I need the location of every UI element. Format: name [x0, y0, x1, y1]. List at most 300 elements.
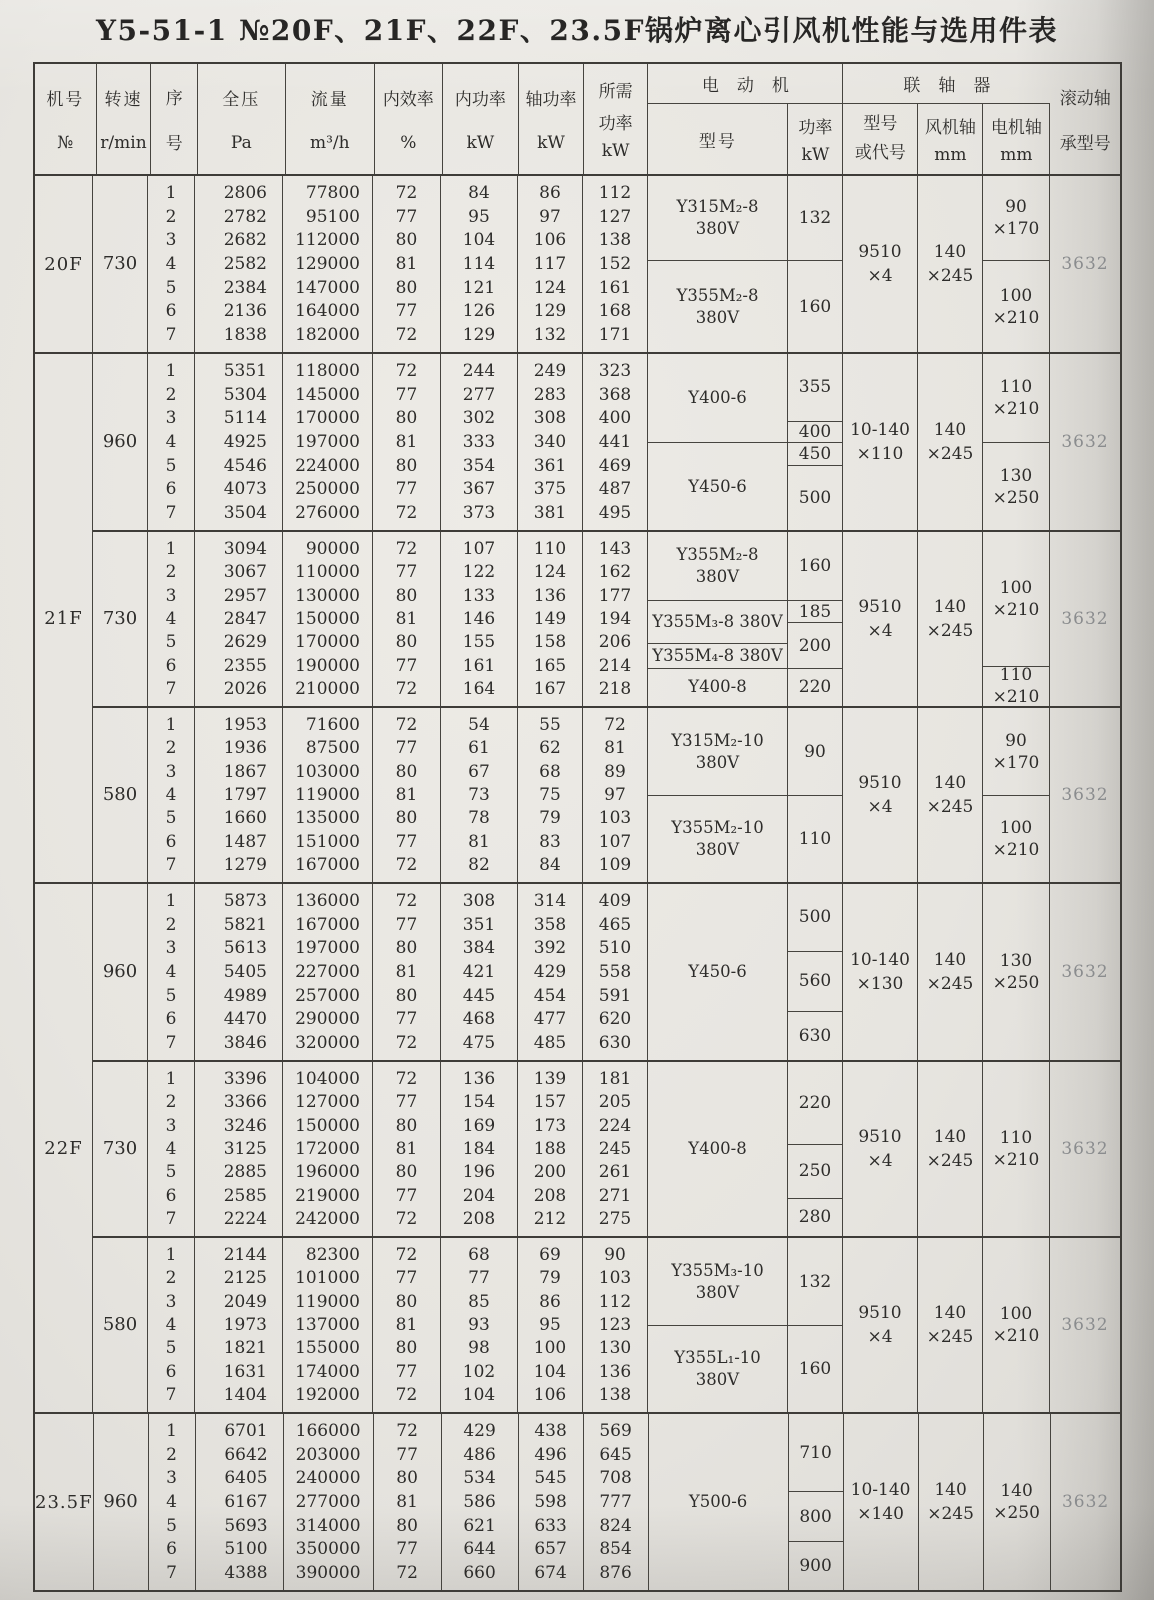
coupling-code-cell — [843, 1238, 918, 1412]
value: 136000 — [295, 890, 360, 911]
header-coupling-group: 联轴器 — [903, 76, 1009, 96]
value: ×210 — [992, 1150, 1040, 1170]
value: 194 — [598, 608, 632, 629]
value: ×210 — [992, 599, 1040, 620]
value: Y400-8 — [688, 677, 747, 697]
value: ×245 — [926, 1327, 974, 1347]
value: 3366 — [223, 1092, 267, 1113]
header-unit: № — [57, 132, 74, 153]
shaft-power-column — [519, 1414, 584, 1590]
value: 79 — [539, 1268, 561, 1289]
value: Y355M₃-10 — [671, 1260, 764, 1280]
value: 140 — [933, 242, 967, 262]
value: 77 — [395, 1009, 418, 1030]
header-speed — [97, 64, 152, 174]
value: 80 — [395, 1338, 418, 1359]
value: 97 — [604, 784, 626, 805]
value: Y355M₂-10 — [671, 818, 764, 837]
value: 3 — [166, 1468, 177, 1489]
internal-power-column — [441, 884, 518, 1060]
value: 381 — [533, 503, 567, 524]
value: 7 — [166, 1563, 177, 1584]
value: 127 — [598, 206, 632, 227]
performance-block — [93, 706, 1120, 882]
value: 129 — [462, 325, 496, 346]
header-label: 序 — [165, 89, 183, 109]
value: 3125 — [223, 1138, 267, 1159]
value: 77 — [395, 384, 418, 405]
value: 2125 — [223, 1268, 267, 1289]
sub-cell — [788, 600, 842, 623]
value: 441 — [598, 432, 632, 452]
seq-column — [148, 884, 195, 1060]
sub-cell — [788, 421, 842, 442]
sub-cell — [788, 795, 842, 882]
value: 136 — [462, 1068, 496, 1089]
sub-cell — [648, 1238, 787, 1325]
value: 112 — [598, 182, 632, 203]
value: ×4 — [867, 797, 893, 817]
bearing-cell — [1051, 1414, 1121, 1590]
value: 333 — [462, 432, 496, 452]
bearing-cell — [1050, 884, 1120, 1060]
value: 138 — [598, 230, 632, 251]
value: 5 — [165, 1338, 177, 1359]
value: 6405 — [224, 1468, 268, 1489]
value: 854 — [599, 1539, 632, 1560]
header-bearing — [1050, 64, 1120, 174]
value: 245 — [598, 1138, 632, 1159]
value: 240000 — [295, 1468, 361, 1489]
header-label: 号 — [165, 134, 183, 154]
header-label: 功率 — [798, 118, 833, 139]
value: 90 — [604, 1244, 626, 1265]
value: 136 — [533, 585, 567, 606]
value: 77 — [395, 1092, 418, 1113]
value: 495 — [598, 503, 632, 524]
value: 100 — [999, 1304, 1033, 1324]
value: 219000 — [295, 1185, 360, 1206]
value: 69 — [539, 1244, 561, 1265]
motor-shaft-cell — [983, 1238, 1050, 1412]
performance-table — [33, 62, 1122, 1592]
value: Y355M₃-8 380V — [652, 612, 783, 632]
value: 340 — [533, 432, 567, 452]
value: 77 — [395, 301, 418, 322]
sub-cell — [789, 1414, 843, 1491]
value: 1 — [165, 1244, 177, 1265]
value: 3632 — [1061, 1492, 1110, 1512]
value: 660 — [463, 1563, 496, 1584]
required-power-column — [583, 176, 648, 352]
value: 2026 — [223, 679, 267, 700]
flow-column — [283, 708, 373, 882]
header-label: 功率 — [598, 113, 633, 134]
header-seq — [151, 64, 198, 174]
value: 657 — [534, 1539, 567, 1560]
sub-cell — [788, 1144, 842, 1198]
header-unit: mm — [1000, 144, 1033, 165]
sub-cell — [649, 1414, 788, 1590]
sub-cell — [788, 465, 842, 530]
value: 630 — [598, 1033, 632, 1054]
value: Y500-6 — [688, 1492, 748, 1511]
sub-cell — [648, 1062, 787, 1236]
header-unit: Pa — [230, 132, 252, 153]
sub-cell — [788, 442, 842, 465]
bearing-cell — [1050, 1062, 1120, 1236]
efficiency-column — [373, 1238, 441, 1412]
value: 82300 — [305, 1244, 360, 1265]
value: 80 — [395, 230, 418, 251]
flow-column — [283, 1238, 373, 1412]
efficiency-column — [373, 176, 441, 352]
value: 157 — [533, 1092, 567, 1113]
value: 876 — [599, 1563, 632, 1584]
value: 6 — [165, 1009, 177, 1030]
sub-cell — [648, 708, 787, 795]
value: 73 — [468, 784, 490, 805]
value: 384 — [462, 938, 496, 959]
flow-column — [283, 176, 373, 352]
value: 380V — [695, 219, 740, 239]
value: 154 — [462, 1092, 496, 1113]
value: 160 — [798, 555, 832, 576]
value: 100 — [999, 818, 1033, 838]
value: 130 — [598, 1338, 632, 1359]
value: 351 — [462, 914, 496, 935]
value: 380V — [695, 1282, 740, 1302]
sub-cell — [648, 884, 787, 1060]
value: 104 — [462, 1385, 496, 1406]
value: 82 — [468, 855, 490, 876]
value: 4 — [165, 962, 177, 982]
fan-shaft-cell — [918, 532, 983, 706]
fan-shaft-cell — [918, 708, 983, 882]
value: 54 — [468, 714, 490, 735]
header-motor-model — [648, 104, 788, 174]
value: 277 — [462, 384, 496, 405]
value: 2585 — [223, 1185, 267, 1206]
speed-cell — [93, 1062, 148, 1236]
header-label: 型号 — [698, 131, 737, 152]
value: 80 — [395, 761, 418, 782]
value: 169 — [462, 1115, 496, 1136]
sub-cell — [648, 532, 787, 600]
value: 72 — [395, 325, 418, 346]
sub-cell — [789, 1541, 843, 1590]
value: 486 — [463, 1444, 496, 1465]
efficiency-column — [373, 354, 441, 530]
value: 72 — [395, 1209, 418, 1230]
speed-cell — [93, 532, 148, 706]
value: 4989 — [223, 985, 267, 1006]
value: 3632 — [1061, 962, 1109, 982]
value: 3 — [165, 1115, 177, 1136]
value: 103 — [598, 808, 632, 829]
value: 80 — [395, 1115, 418, 1136]
coupling-code-cell — [843, 1062, 918, 1236]
value: 200 — [798, 635, 832, 656]
value: 150000 — [295, 1115, 360, 1136]
sub-cell — [983, 532, 1049, 666]
header-label: 全压 — [222, 90, 261, 111]
value: 708 — [599, 1468, 632, 1489]
value: 2582 — [223, 254, 267, 274]
value: 1 — [165, 890, 177, 911]
seq-column — [148, 532, 195, 706]
machine-no-segment — [35, 1236, 92, 1412]
value: 196000 — [295, 1162, 360, 1183]
machine-no-segment: 20F — [44, 253, 83, 275]
sub-cell — [788, 176, 842, 260]
value: 136 — [598, 1361, 632, 1382]
sub-cell — [983, 1238, 1049, 1412]
value: 95100 — [305, 206, 360, 227]
value: ×130 — [856, 974, 904, 994]
value: Y315M₂-8 — [676, 197, 759, 217]
internal-power-column — [441, 1238, 518, 1412]
value: 4 — [165, 784, 177, 805]
value: 85 — [468, 1291, 490, 1312]
value: 107 — [462, 538, 496, 559]
value: 5 — [165, 985, 177, 1006]
value: ×245 — [926, 797, 974, 817]
value: ×250 — [992, 973, 1040, 993]
value: 1 — [165, 1068, 177, 1089]
value: ×245 — [926, 974, 974, 994]
value: 90 — [804, 741, 826, 762]
motor-power-cell — [788, 1062, 843, 1236]
value: 5 — [165, 1162, 177, 1183]
value: 6 — [165, 1361, 177, 1382]
motor-power-cell — [788, 708, 843, 882]
value: 110 — [999, 665, 1033, 686]
value: 224 — [598, 1115, 632, 1136]
value: 487 — [598, 479, 632, 500]
value: 5613 — [223, 938, 267, 959]
value: 162 — [598, 562, 632, 583]
value: ×4 — [867, 1151, 893, 1171]
value: 77 — [395, 562, 418, 583]
value: 101000 — [295, 1268, 360, 1289]
value: 2 — [166, 1444, 177, 1465]
value: 6 — [165, 831, 177, 852]
value: 140 — [1000, 1481, 1033, 1501]
value: 598 — [534, 1492, 567, 1512]
shaft-power-column — [518, 708, 583, 882]
value: 373 — [462, 503, 496, 524]
value: 710 — [799, 1442, 832, 1463]
value: 380V — [695, 307, 740, 327]
value: 106 — [533, 1385, 567, 1406]
value: 103000 — [295, 761, 360, 782]
table-header — [35, 64, 1120, 176]
value: 167000 — [295, 855, 360, 876]
value: 6167 — [224, 1492, 268, 1512]
bearing-cell — [1050, 708, 1120, 882]
value: 118000 — [295, 360, 360, 381]
value: 1 — [165, 360, 177, 381]
machine-no-segment: 21F — [44, 607, 83, 629]
header-motor-power — [788, 104, 843, 174]
value: 2049 — [223, 1291, 267, 1312]
efficiency-column — [373, 532, 441, 706]
shaft-power-column — [518, 884, 583, 1060]
value: 250000 — [295, 479, 360, 500]
value: 79 — [539, 808, 561, 829]
value: 7 — [165, 325, 177, 346]
machine-no-segment: 22F — [44, 1137, 83, 1159]
value: 465 — [598, 914, 632, 935]
value: Y355M₄-8 380V — [652, 646, 783, 666]
value: 9510 — [858, 242, 902, 262]
value: 6 — [165, 301, 177, 322]
sub-cell — [788, 708, 842, 795]
value: 1 — [165, 538, 177, 559]
value: 200 — [533, 1162, 567, 1183]
sub-cell — [788, 1062, 842, 1144]
value: 4 — [165, 1314, 177, 1335]
value: 3632 — [1061, 432, 1109, 452]
value: 580 — [102, 784, 138, 805]
machine-group — [35, 1412, 1120, 1590]
motor-shaft-cell — [983, 1062, 1050, 1236]
sub-cell — [788, 1011, 842, 1060]
value: 350000 — [295, 1539, 361, 1560]
value: 2 — [165, 738, 177, 759]
value: 95 — [468, 206, 490, 227]
value: 5 — [165, 277, 177, 298]
value: 5405 — [223, 962, 267, 982]
pressure-column — [196, 1414, 284, 1590]
value: 123 — [598, 1314, 632, 1335]
value: 800 — [799, 1506, 832, 1527]
fan-shaft-cell — [918, 176, 983, 352]
sub-cell — [648, 442, 787, 530]
value: 960 — [102, 961, 138, 982]
value: 2806 — [223, 182, 267, 203]
flow-column — [283, 1062, 373, 1236]
value: 117 — [533, 254, 567, 274]
value: 152 — [598, 254, 632, 274]
value: 674 — [534, 1563, 567, 1584]
value: 621 — [463, 1515, 496, 1536]
header-unit: kW — [537, 132, 565, 153]
value: 77 — [468, 1268, 490, 1289]
value: 77 — [395, 479, 418, 500]
value: 110 — [533, 538, 567, 559]
value: 3846 — [223, 1033, 267, 1054]
value: 107 — [598, 831, 632, 852]
value: 90000 — [305, 538, 360, 559]
value: 496 — [534, 1444, 567, 1465]
value: 122 — [462, 562, 496, 583]
sub-cell — [984, 1414, 1050, 1590]
value: 160 — [798, 1359, 832, 1379]
value: 145000 — [295, 384, 360, 405]
value: 62 — [539, 738, 561, 759]
value: 534 — [463, 1468, 496, 1489]
value: 100 — [999, 285, 1033, 306]
speed-cell — [93, 1238, 148, 1412]
motor-power-cell — [789, 1414, 844, 1590]
value: 392 — [533, 938, 567, 959]
value: 72 — [395, 503, 418, 524]
value: 137000 — [295, 1314, 360, 1335]
value: 77 — [395, 206, 418, 227]
value: 591 — [598, 985, 632, 1006]
value: 10-140 — [850, 1480, 911, 1500]
bearing-cell — [1050, 354, 1120, 530]
value: 4 — [166, 1492, 177, 1512]
value: 167000 — [295, 914, 360, 935]
value: 354 — [462, 455, 496, 476]
value: 730 — [102, 608, 138, 629]
value: 3067 — [223, 562, 267, 583]
value: 87500 — [305, 738, 360, 759]
value: 485 — [533, 1033, 567, 1054]
sub-cell — [648, 354, 787, 442]
value: 206 — [598, 632, 632, 653]
internal-power-column — [441, 1062, 518, 1236]
value: 140 — [934, 1480, 967, 1500]
value: 960 — [102, 431, 138, 452]
sub-cell — [788, 1198, 842, 1236]
header-unit: kW — [801, 144, 830, 165]
value: 630 — [798, 1025, 832, 1046]
sub-cell — [788, 884, 842, 951]
value: 314000 — [295, 1515, 361, 1536]
value: 214 — [598, 655, 632, 676]
machine-group — [35, 352, 1120, 882]
header-label: 内效率 — [382, 90, 434, 111]
value: ×210 — [992, 399, 1040, 419]
internal-power-column — [441, 176, 518, 352]
value: 173 — [533, 1115, 567, 1136]
value: 181 — [598, 1068, 632, 1089]
header-label: 内功率 — [454, 90, 506, 111]
flow-column — [283, 354, 373, 530]
value: 277000 — [295, 1492, 361, 1512]
value: Y355M₂-8 — [676, 285, 759, 305]
machine-group — [35, 176, 1120, 352]
value: 184 — [462, 1138, 496, 1159]
value: 314 — [533, 890, 567, 911]
value: ×245 — [926, 1151, 974, 1171]
value: 177 — [598, 585, 632, 606]
sub-cell — [983, 795, 1049, 882]
value: 5 — [165, 808, 177, 829]
value: 135000 — [295, 808, 360, 829]
value: 72 — [395, 679, 418, 700]
header-unit: kW — [601, 140, 630, 161]
value: 276000 — [295, 503, 360, 524]
value: 6701 — [224, 1420, 268, 1441]
value: 192000 — [295, 1385, 360, 1406]
value: 250 — [798, 1161, 832, 1182]
pressure-column — [195, 708, 283, 882]
value: 3246 — [223, 1115, 267, 1136]
value: 124 — [533, 277, 567, 298]
value: 150000 — [295, 608, 360, 629]
internal-power-column — [441, 532, 518, 706]
value: 824 — [599, 1515, 632, 1536]
value: 80 — [395, 277, 418, 298]
machine-no-segment — [35, 354, 92, 530]
value: 161 — [462, 655, 496, 676]
block-stack — [93, 176, 1120, 352]
